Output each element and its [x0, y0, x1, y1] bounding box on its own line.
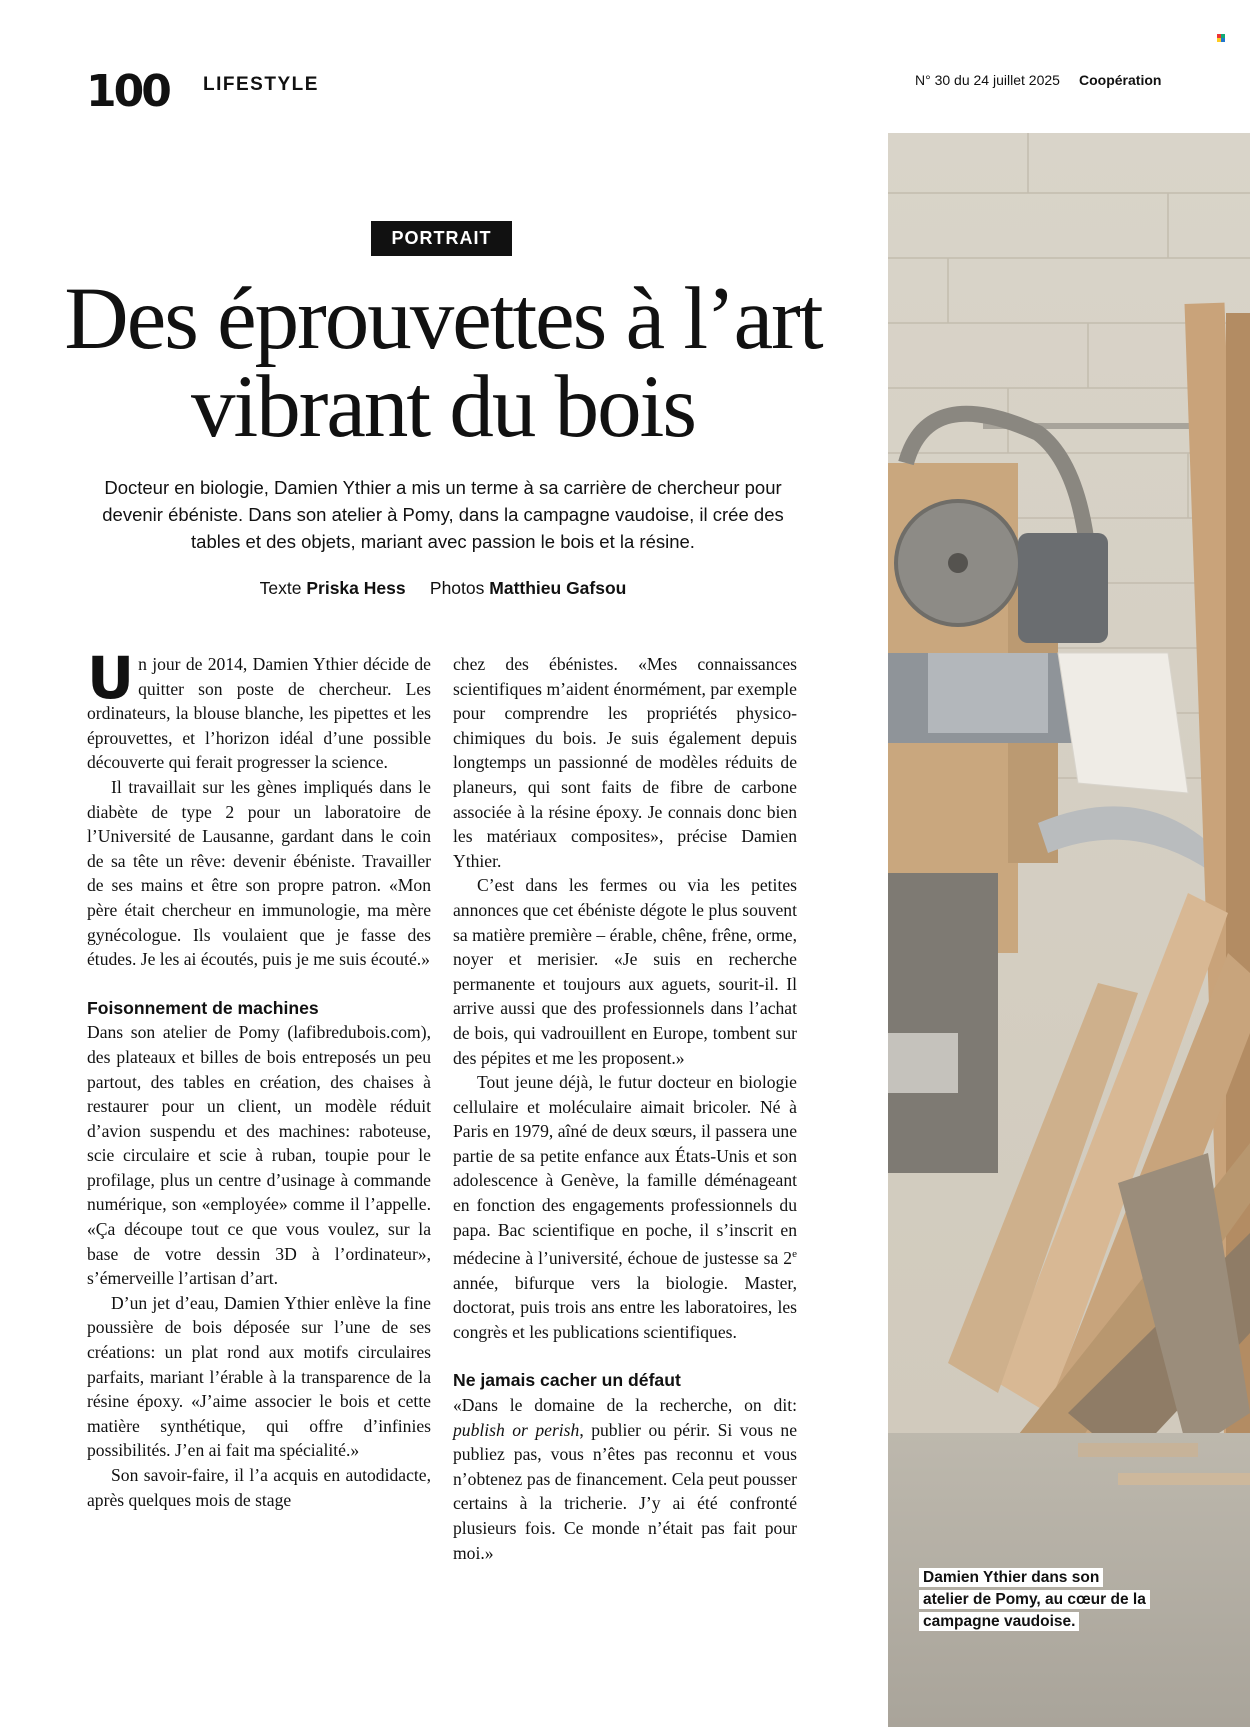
paragraph: Dans son atelier de Pomy (lafibredubois.com), des plateaux et billes de bois entreposés un peu partout, des tables en création, des chaises à restaurer pour un client, un modèle réduit d’avion suspendu et des machines: raboteuse, scie circulaire et scie à ruban, toupie pour le profilage, plus un centre d’usinage à commande numérique, son «employée» comme il l’appelle. «Ça découpe tout ce que vous voulez, sur la base de votre dessin 3D à l’ordinateur», s’émerveille l’artisan d’art.	[87, 1022, 431, 1289]
subheading: Ne jamais cacher un défaut	[453, 1370, 681, 1391]
paragraph: chez des ébénistes. «Mes connaissances scientifiques m’aident énormément, par exemple pour comprendre les propriétés physico-chimiques du bois. Je suis également depuis longtemps un passionné de modèles réduits de planeurs, qui sont faits de fibre de carbone associée à la résine époxy. Je connais donc bien les matériaux composites», précise Damien Ythier.	[453, 654, 797, 871]
workshop-photo	[888, 133, 1250, 1727]
headline: Des éprouvettes à l’art vibrant du bois	[64, 270, 822, 456]
page-number: 100	[86, 66, 169, 117]
paragraph: Il travaillait sur les gènes impliqués dans le diabète de type 2 pour un laboratoire de l’Université de Lausanne, gardant dans le coin de sa tête un rêve: devenir ébéniste. Travailler de ses mains et être son propre patron. «Mon père était chercheur en immunologie, ma mère gynécologue. Ils voulaient que je fasse des études. Je les ai écoutés, puis je me suis écouté.»	[87, 776, 431, 970]
text-author: Priska Hess	[306, 578, 406, 598]
article-column-2	[453, 652, 797, 1565]
paragraph: Tout jeune déjà, le futur docteur en biologie cellulaire et moléculaire aimait bricoler. Né à Paris en 1979, aîné de deux sœurs, il passera une partie de sa petite enfance aux États-Unis et son adolescence à Genève, la famille déménageant en fonction des engagements professionnels du papa. Bac scientifique en poche, il s’inscrit en médecine à l’université, échoue de justesse sa 2e année, bifurque vers la biologie. Master, doctorat, puis trois ans entre les laboratoires, les congrès et les publications scientifiques.	[453, 1072, 797, 1342]
byline	[86, 578, 800, 599]
photo-caption: Damien Ythier dans son atelier de Pomy, au cœur de la campagne vaudoise.	[919, 1567, 1149, 1633]
paragraph: Un jour de 2014, Damien Ythier décide de quitter son poste de chercheur. Les ordinateurs, la blouse blanche, les pipettes et les éprouvettes, et l’horizon idéal d’une possible découverte qui ferait progresser la science.	[87, 644, 431, 773]
paragraph: D’un jet d’eau, Damien Ythier enlève la fine poussière de bois déposée sur l’une de ses créations: un plat rond aux motifs circulaires parfaits, mariant l’érable à la transparence de la résine époxy. «J’aime associer le bois et cette matière synthétique, qui offre d’infinies possibilités. J’en ai fait ma spécialité.»	[87, 1292, 431, 1461]
issue-info: N° 30 du 24 juillet 2025	[915, 72, 1060, 88]
paragraph: C’est dans les fermes ou via les petites annonces que cet ébéniste dégote le plus souvent sa matière première – érable, chêne, frêne, orme, noyer et merisier. «Je suis en recherche permanente et toujours aux aguets, sourit-il. Il arrive aussi que des professionnels dans l’achat de bois, qui vadrouillent en Europe, tombent sur des pépites et me les proposent.»	[453, 875, 797, 1068]
publication-name: Coopération	[1079, 72, 1162, 88]
photo-author: Matthieu Gafsou	[489, 578, 627, 598]
photo-credit-label: Photos	[429, 578, 485, 598]
text-credit-label: Texte	[259, 578, 302, 598]
kicker-badge: PORTRAIT	[371, 221, 512, 256]
section-label: LIFESTYLE	[203, 74, 319, 95]
article-column-1	[87, 644, 431, 1512]
paragraph: Son savoir-faire, il l’a acquis en autodidacte, après quelques mois de stage	[87, 1465, 431, 1510]
paragraph: «Dans le domaine de la recherche, on dit: publish or perish, publier ou périr. Si vous ne publiez pas, vous n’êtes pas reconnu et vous n’obtenez pas de financement. Cela peut pousser certains à la tricherie. J’y ai été confronté plusieurs fois. Ce monde n’était pas fait pour moi.»	[453, 1395, 797, 1563]
drop-cap: U	[87, 644, 135, 712]
subheading: Foisonnement de machines	[87, 997, 319, 1018]
standfirst: Docteur en biologie, Damien Ythier a mis un terme à sa carrière de chercheur pour devenir ébéniste. Dans son atelier à Pomy, dans la campagne vaudoise, il crée des tables et des objets, mariant avec passion le bois et la résine.	[102, 477, 784, 552]
print-registration-mark	[1217, 34, 1226, 42]
